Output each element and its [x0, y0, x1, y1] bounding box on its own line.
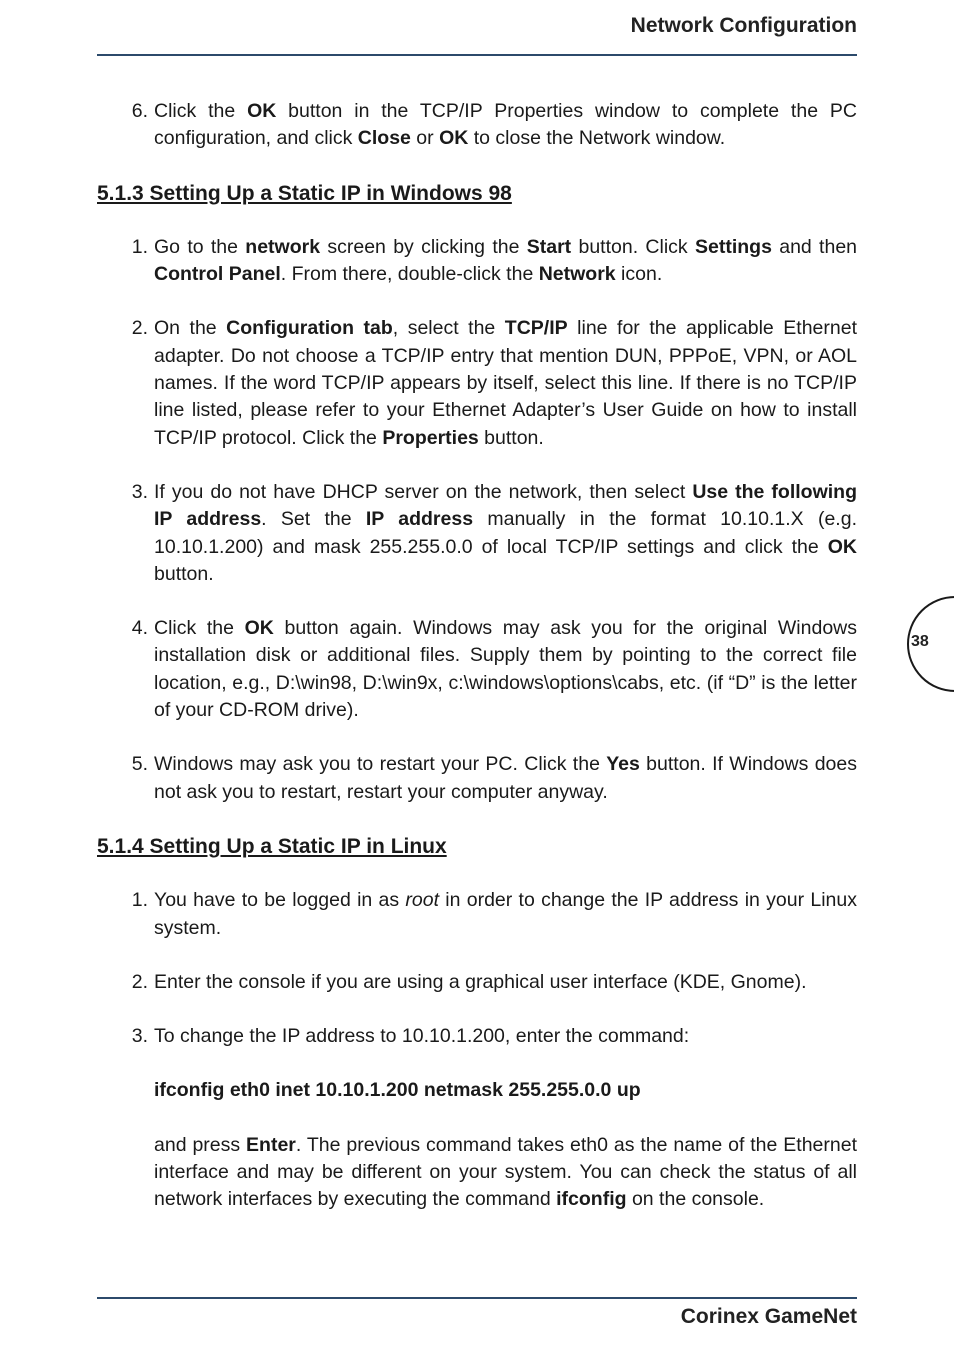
step-number: 1. — [131, 889, 148, 912]
running-header: Network Configuration — [630, 14, 857, 37]
step-text: Windows may ask you to restart your PC. Click the Yes button. If Windows does not ask you to restart, restart your computer anyway. — [154, 753, 857, 803]
list-item-win98-step-1 — [97, 234, 857, 289]
step-number: 1. — [131, 235, 148, 258]
step-number: 5. — [131, 753, 148, 776]
section-heading-5-1-4: 5.1.4 Setting Up a Static IP in Linux — [97, 834, 447, 858]
step-text: Click the OK button in the TCP/IP Properties window to complete the PC configuration, and click Close or OK to close the Network window. — [154, 100, 857, 150]
list-item-win98-step-3 — [97, 479, 857, 588]
step-text: On the Configuration tab, select the TCP/IP line for the applicable Ethernet adapter. Do not choose a TCP/IP entry that mention DUN, PPPoE, VPN, or AOL names. If the word TCP/IP appears by itself, select this line. If there is no TCP/IP line listed, please refer to your Ethernet Adapter’s User Guide on how to install TCP/IP protocol. Click the Properties button. — [154, 317, 857, 449]
step-text: Go to the network screen by clicking the Start button. Click Settings and then Control Panel. From there, double-click the Network icon. — [154, 235, 858, 286]
running-footer: Corinex GameNet — [680, 1305, 857, 1328]
step-number: 4. — [131, 617, 148, 640]
step-number: 2. — [131, 317, 148, 340]
step-text: You have to be logged in as root in order to change the IP address in your Linux system. — [154, 889, 857, 939]
step-text: To change the IP address to 10.10.1.200, enter the command: — [154, 1025, 690, 1048]
list-item-win98-step-5 — [97, 751, 857, 806]
page-content — [97, 98, 857, 1214]
step-number: 6. — [131, 100, 148, 122]
list-item-win98-step-2 — [97, 315, 857, 451]
step-number: 2. — [131, 970, 148, 993]
list-item-win98-step-4 — [97, 615, 857, 724]
step-text: Click the OK button again. Windows may ask you for the original Windows installation disk or additional files. Supply them by pointing to the correct file location, e.g., D:\win98, D:\win9x, c:\windows\options\cabs, etc. (if “D” is the letter of your CD-ROM drive). — [154, 617, 857, 722]
step-text: Enter the console if you are using a graphical user interface (KDE, Gnome). — [154, 970, 807, 993]
footer-rule — [97, 1297, 857, 1299]
command-explanation: and press Enter. The previous command takes eth0 as the name of the Ethernet interface and may be different on your system. You can check the status of all network interfaces by executing the command ifconfig on the console. — [154, 1133, 857, 1211]
step-number: 3. — [131, 1025, 148, 1048]
page-number: 38 — [911, 633, 929, 650]
section-heading-5-1-3: 5.1.3 Setting Up a Static IP in Windows 98 — [97, 181, 512, 205]
list-item-step-6 — [97, 98, 857, 153]
list-item-linux-step-3 — [97, 1023, 857, 1050]
header-rule — [97, 54, 857, 56]
step-text: If you do not have DHCP server on the network, then select Use the following IP address. Set the IP address manually in the format 10.10.1.X (e.g. 10.10.1.200) and mask 255.255.0.0 of local TCP/IP settings and click the OK button. — [154, 480, 857, 585]
list-item-linux-step-1 — [97, 887, 857, 942]
list-item-linux-step-2 — [97, 969, 857, 996]
command-line: ifconfig eth0 inet 10.10.1.200 netmask 255.255.0.0 up — [154, 1079, 641, 1102]
step-number: 3. — [131, 480, 148, 503]
